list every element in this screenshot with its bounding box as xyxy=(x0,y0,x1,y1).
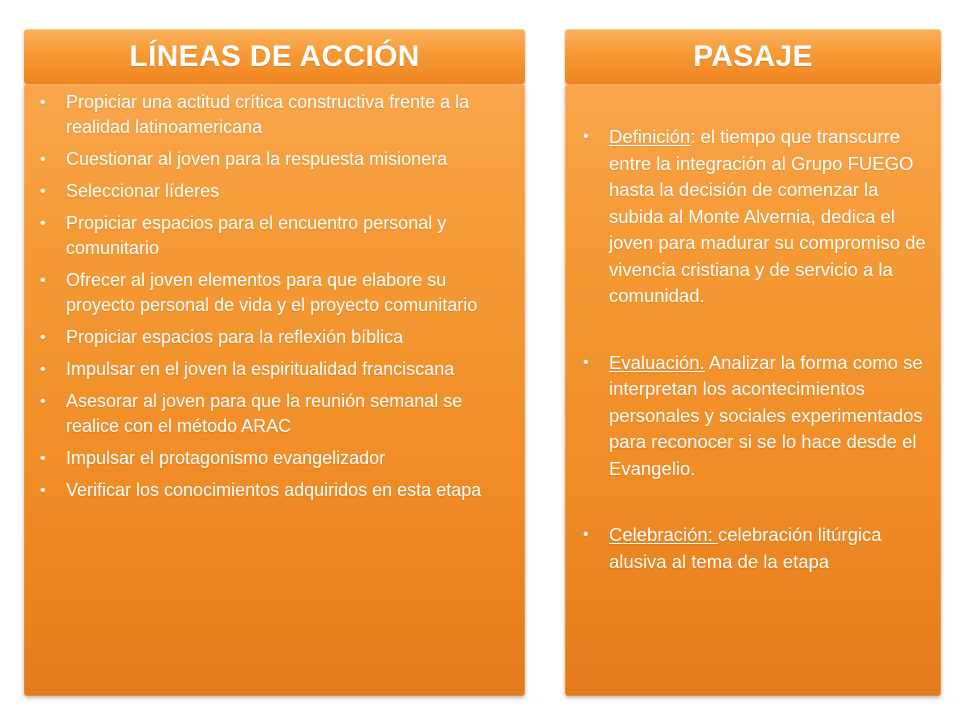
definicion-text: : el tiempo que transcurre entre la integración al Grupo FUEGO hasta la decisión de comenzar la subida al Monte Alvernia, dedica el joven para madurar su compromiso de vivencia cristiana y de servicio a la comunidad. xyxy=(609,126,926,306)
pasaje-celebracion-item xyxy=(583,522,929,575)
pasaje-definicion-item xyxy=(583,124,929,310)
lineas-de-accion-header xyxy=(24,29,525,84)
list-item: • Propiciar una actitud crítica constructiva frente a la realidad latinoamericana xyxy=(40,90,517,140)
list-item: • Impulsar el protagonismo evangelizador xyxy=(40,446,517,471)
list-item: • Propiciar espacios para el encuentro personal y comunitario xyxy=(40,211,517,261)
celebracion-text: celebración litúrgica alusiva al tema de la etapa xyxy=(609,524,882,572)
list-item: • Ofrecer al joven elementos para que elabore su proyecto personal de vida y el proyecto comunitario xyxy=(40,268,517,318)
list-item: • Verificar los conocimientos adquiridos en esta etapa xyxy=(40,478,517,503)
celebracion-term: Celebración: xyxy=(609,524,719,545)
pasaje-panel xyxy=(565,84,941,696)
pasaje-title: PASAJE xyxy=(693,39,813,73)
list-item: • Asesorar al joven para que la reunión semanal se realice con el método ARAC xyxy=(40,389,517,439)
lineas-de-accion-list xyxy=(40,90,517,503)
pasaje-evaluacion-item xyxy=(583,350,929,483)
definicion-term: Definición xyxy=(609,126,691,147)
lineas-de-accion-title: LÍNEAS DE ACCIÓN xyxy=(129,39,420,73)
pasaje-header xyxy=(565,29,941,84)
evaluacion-term: Evaluación. xyxy=(609,351,705,373)
lineas-de-accion-panel xyxy=(24,84,525,696)
list-item: • Impulsar en el joven la espiritualidad franciscana xyxy=(40,357,517,382)
evaluacion-text: Analizar la forma como se interpretan los acontecimientos personales y sociales experimentados para reconocer si se lo hace desde el Evangelio. xyxy=(609,351,923,479)
pasaje-list xyxy=(583,124,929,575)
list-item: • Propiciar espacios para la reflexión bíblica xyxy=(40,325,517,350)
list-item: • Cuestionar al joven para la respuesta misionera xyxy=(40,147,517,172)
list-item: • Seleccionar líderes xyxy=(40,179,517,204)
